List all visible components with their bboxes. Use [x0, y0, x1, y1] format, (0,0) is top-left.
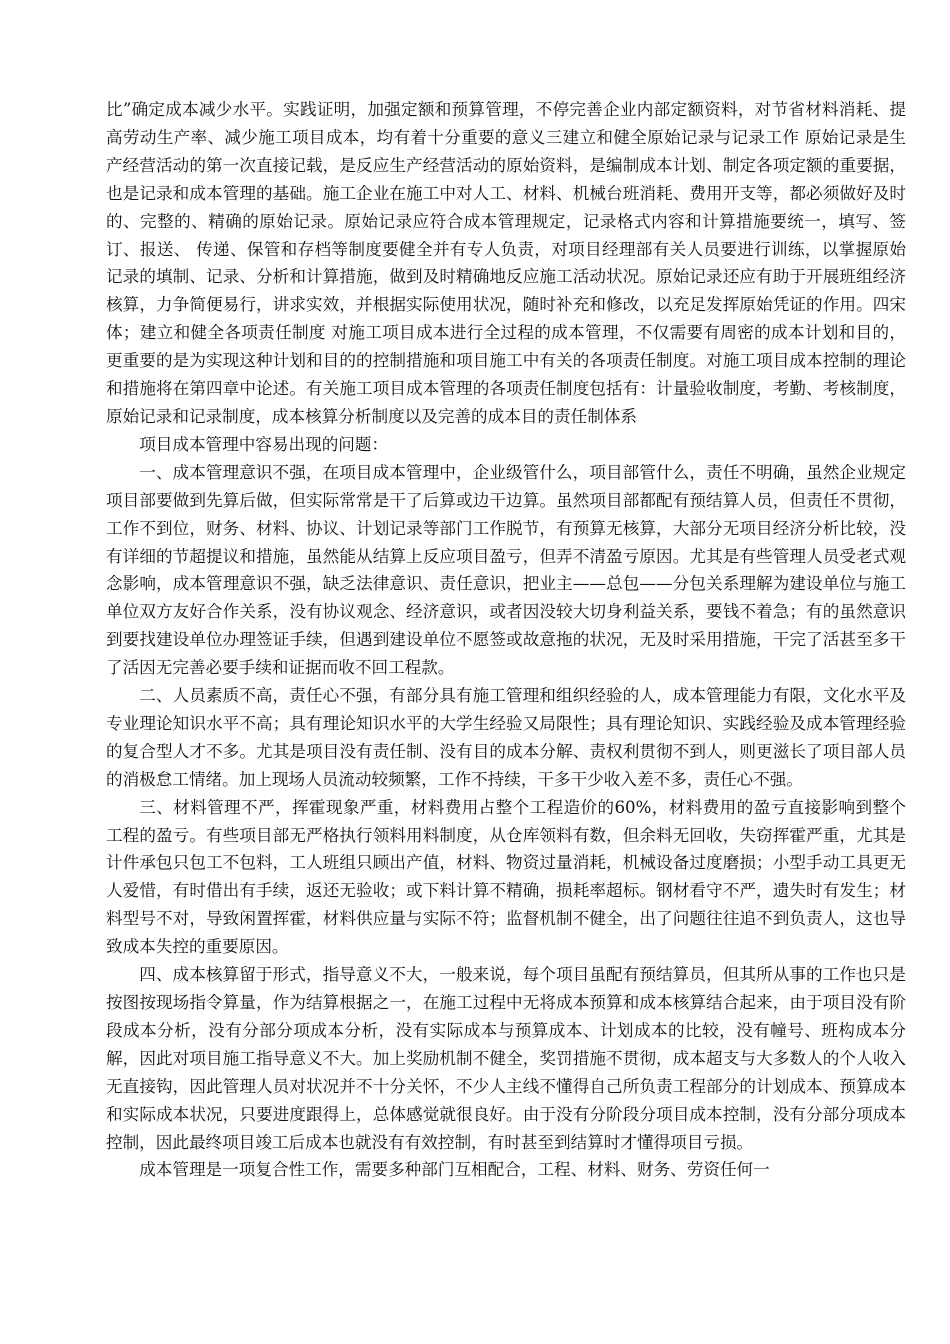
paragraph-problem-4: 四、成本核算留于形式，指导意义不大，一般来说，每个项目虽配有预结算员，但其所从事的工作也只是按图按现场指令算量，作为结算根据之一，在施工过程中无将成本预算和成本核算结合起来，由于项目没有阶段成本分析，没有分部分项成本分析，没有实际成本与预算成本、计划成本的比较，没有幢号、班构成本分解，因此对项目施工指导意义不大。加上奖励机制不健全，奖罚措施不贯彻，成本超支与大多数人的个人收入无直接钩，因此管理人员对状况并不十分关怀，不少人主线不懂得自己所负责工程部分的计划成本、预算成本和实际成本状况，只要进度跟得上，总体感觉就很良好。由于没有分阶段分项目成本控制，没有分部分项成本控制，因此最终项目竣工后成本也就没有有效控制，有时甚至到结算时才懂得项目亏损。: [106, 965, 906, 1152]
paragraph-cost-records: 比”确定成本减少水平。实践证明，加强定额和预算管理，不停完善企业内部定额资料，对节省材料消耗、提高劳动生产率、减少施工项目成本，均有着十分重要的意义三建立和健全原始记录与记录工作 原始记录是生产经营活动的第一次直接记载，是反应生产经营活动的原始资料，是编制成本计划、制定各项定额的重要据，也是记录和成本管理的基础。施工企业在施工中对人工、材料、机械台班消耗、费用开支等，都必须做好及时的、完整的、精确的原始记录。原始记录应符合成本管理规定，记录格式内容和计算措施要统一，填写、签订、报送、 传递、保管和存档等制度要健全并有专人负责，对项目经理部有关人员要进行训练，以掌握原始记录的填制、记录、分析和计算措施，做到及时精确地反应施工活动状况。原始记录还应有助于开展班组经济核算，力争简便易行，讲求实效，并根据实际使用状况，随时补充和修改，以充足发挥原始凭证的作用。四宋体；建立和健全各项责任制度 对施工项目成本进行全过程的成本管理，不仅需要有周密的成本计划和目的，更重要的是为实现这种计划和目的的控制措施和项目施工中有关的各项责任制度。对施工项目成本控制的理论和措施将在第四章中论述。有关施工项目成本管理的各项责任制度包括有：计量验收制度，考勤、考核制度，原始记录和记录制度，成本核算分析制度以及完善的成本目的责任制体系: [106, 100, 906, 426]
paragraph-closing: 成本管理是一项复合性工作，需要多种部门互相配合，工程、材料、财务、劳资任何一: [139, 1160, 770, 1180]
paragraph-problems-heading: 项目成本管理中容易出现的问题：: [139, 434, 389, 454]
paragraph-problem-3: 三、材料管理不严，挥霍现象严重，材料费用占整个工程造价的60%，材料费用的盈亏直接影响到整个工程的盈亏。有些项目部无严格执行领料用料制度，从仓库领料有数，但余料无回收，失窃挥霍严重，尤其是计件承包只包工不包料，工人班组只顾出产值，材料、物资过量消耗，机械设备过度磨损；小型手动工具更无人爱惜，有时借出有手续，返还无验收；或下料计算不精确，损耗率超标。钢材看守不严，遗失时有发生；材料型号不对，导致闲置挥霍，材料供应量与实际不符；监督机制不健全，出了问题往往追不到负责人，这也导致成本失控的重要原因。: [106, 797, 906, 957]
paragraph-problem-1: 一、成本管理意识不强，在项目成本管理中，企业级管什么，项目部管什么，责任不明确，虽然企业规定项目部要做到先算后做，但实际常常是干了后算或边干边算。虽然项目部都配有预结算人员，但责任不贯彻，工作不到位，财务、材料、协议、计划记录等部门工作脱节，有预算无核算，大部分无项目经济分析比较，没有详细的节超提议和措施，虽然能从结算上反应项目盈亏，但弄不清盈亏原因。尤其是有些管理人员受老式观念影响，成本管理意识不强，缺乏法律意识、责任意识，把业主——总包——分包关系理解为建设单位与施工单位双方友好合作关系，没有协议观念、经济意识，或者因没较大切身利益关系，要钱不着急；有的虽然意识到要找建设单位办理签证手续，但遇到建设单位不愿签或故意拖的状况，无及时采用措施，干完了活甚至多干了活因无完善必要手续和证据而收不回工程款。: [106, 462, 906, 678]
paragraph-problem-2: 二、人员素质不高，责任心不强，有部分具有施工管理和组织经验的人，成本管理能力有限，文化水平及专业理论知识水平不高；具有理论知识水平的大学生经验又局限性；具有理论知识、实践经验及成本管理经验的复合型人才不多。尤其是项目没有责任制、没有目的成本分解、责权利贯彻不到人，则更滋长了项目部人员的消极怠工情绪。加上现场人员流动较频繁，工作不持续，干多干少收入差不多，责任心不强。: [106, 686, 906, 789]
document-page: [106, 96, 906, 1184]
